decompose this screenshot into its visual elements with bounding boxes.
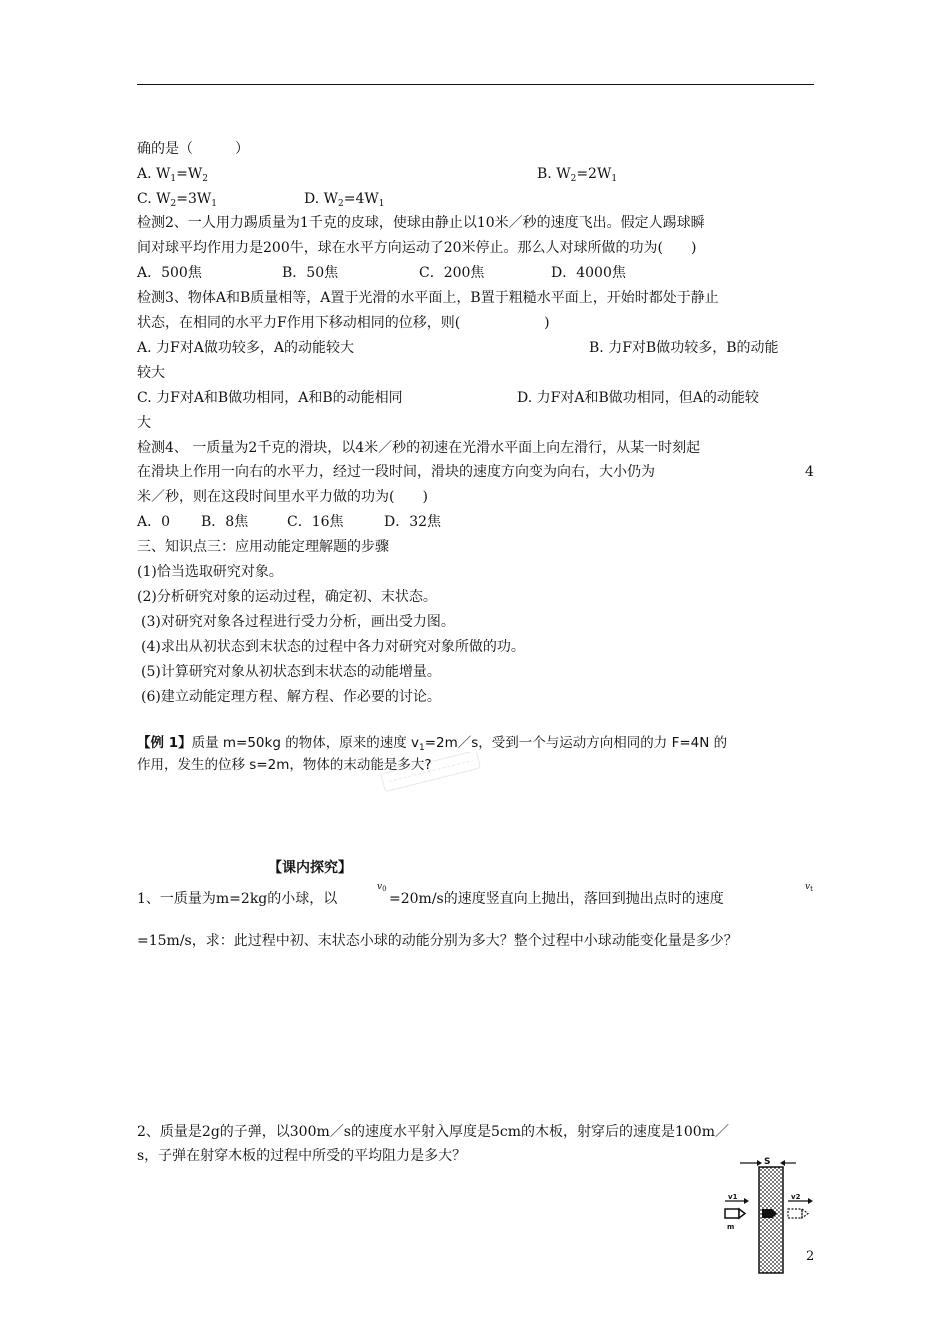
q3-option-a: A. 力F对A做功较多，A的动能较大 xyxy=(137,340,354,356)
q4-option-d: D．32焦 xyxy=(384,514,442,530)
q3-line-2: 状态，在相同的水平力F作用下移动相同的位移，则( ) xyxy=(137,315,550,331)
q3-option-b: B. 力F对B做功较多，B的动能 xyxy=(589,340,779,356)
intro-line: 确的是（ ） xyxy=(137,141,249,157)
q3-line-1: 检测3、物体A和B质量相等，A置于光滑的水平面上，B置于粗糙水平面上，开始时都处于静止 xyxy=(137,290,719,306)
section3-step-4: (4)求出从初状态到末状态的过程中各力对研究对象所做的功。 xyxy=(141,639,525,655)
q2-option-a: A．500焦 xyxy=(137,265,202,281)
v0-symbol: $v_0$ xyxy=(377,882,387,893)
section3-step-2: (2)分析研究对象的运动过程，确定初、末状态。 xyxy=(137,589,437,605)
v2-label: v2 xyxy=(791,1193,801,1201)
v1-label: v1 xyxy=(728,1193,738,1201)
section3-step-3: (3)对研究对象各过程进行受力分析，画出受力图。 xyxy=(141,614,455,630)
q2-option-d: D．4000焦 xyxy=(551,265,626,281)
mass-label: m xyxy=(727,1223,735,1231)
q2-option-c: C．200焦 xyxy=(419,265,485,281)
q1-option-a: A. $W_1=W_2$ xyxy=(137,166,208,184)
q4-line-2-end: 4 xyxy=(805,464,814,480)
p1-line-1-a: 1、一质量为m=2kg的小球，以 xyxy=(137,891,338,907)
q1-option-d: D. $W_2=4W_1$ xyxy=(304,191,385,209)
q4-option-b: B．8焦 xyxy=(201,514,249,530)
q4-line-3: 米／秒，则在这段时间里水平力做的功为( ) xyxy=(137,489,428,505)
section3-step-5: (5)计算研究对象从初状态到末状态的动能增量。 xyxy=(141,664,441,680)
section3-step-6: (6)建立动能定理方程、解方程、作必要的讨论。 xyxy=(141,689,441,705)
p2-line-2: s，子弹在射穿木板的过程中所受的平均阻力是多大？ xyxy=(137,1148,467,1164)
example1-tag: 【例 1】 xyxy=(137,735,192,751)
section3-step-1: (1)恰当选取研究对象。 xyxy=(137,564,283,580)
vt-symbol: $v_t$ xyxy=(805,882,813,893)
q3-option-d: D. 力F对A和B做功相同，但A的动能较 xyxy=(517,390,759,406)
example1-line-2: 作用，发生的位移 s=2m，物体的末动能是多大? xyxy=(137,757,432,773)
header-rule xyxy=(137,84,814,85)
inclass-heading: 【课内探究】 xyxy=(268,860,352,876)
bullet-board-diagram xyxy=(722,1155,818,1275)
p2-line-1: 2、质量是2g的子弹，以300m／s的速度水平射入厚度是5cm的木板，射穿后的速度是100m／ xyxy=(137,1124,729,1140)
q4-line-1: 检测4、 一质量为2千克的滑块，以4米／秒的初速在光滑水平面上向左滑行，从某一时刻起 xyxy=(137,440,701,456)
section3-heading: 三、知识点三：应用动能定理解题的步骤 xyxy=(137,539,389,555)
q2-line-1: 检测2、一人用力踢质量为1千克的皮球，使球由静止以10米／秒的速度飞出。假定人踢球瞬 xyxy=(137,215,705,231)
q3-option-b-cont: 较大 xyxy=(137,365,165,381)
q4-option-a: A．0 xyxy=(137,514,171,530)
p1-line-1-b: =20m/s的速度竖直向上抛出，落回到抛出点时的速度 xyxy=(389,891,724,907)
p1-line-2: =15m/s，求：此过程中初、末状态小球的动能分别为多大？整个过程中小球动能变化量是多少？ xyxy=(137,933,738,949)
watermark-stamp xyxy=(376,752,486,792)
q3-option-d-cont: 大 xyxy=(137,415,151,431)
q1-option-b: B. $W_2=2W_1$ xyxy=(537,166,618,184)
page-number: 2 xyxy=(806,1249,815,1264)
q3-option-c: C. 力F对A和B做功相同，A和B的动能相同 xyxy=(137,390,403,406)
thickness-label: S xyxy=(764,1157,771,1167)
q4-line-2: 在滑块上作用一向右的水平力，经过一段时间，滑块的速度方向变为向右，大小仍为 xyxy=(137,464,655,480)
q2-line-2: 间对球平均作用力是200牛，球在水平方向运动了20米停止。那么人对球所做的功为( ) xyxy=(137,240,697,256)
q4-option-c: C．16焦 xyxy=(287,514,344,530)
q1-option-c: C. $W_2=3W_1$ xyxy=(137,191,218,209)
example1-line-1: 【例 1】质量 m=50kg 的物体，原来的速度 $v_1=2m/s$，受到一个与运动方向相同的力 F=4N 的 xyxy=(137,735,728,753)
q2-option-b: B．50焦 xyxy=(282,265,339,281)
